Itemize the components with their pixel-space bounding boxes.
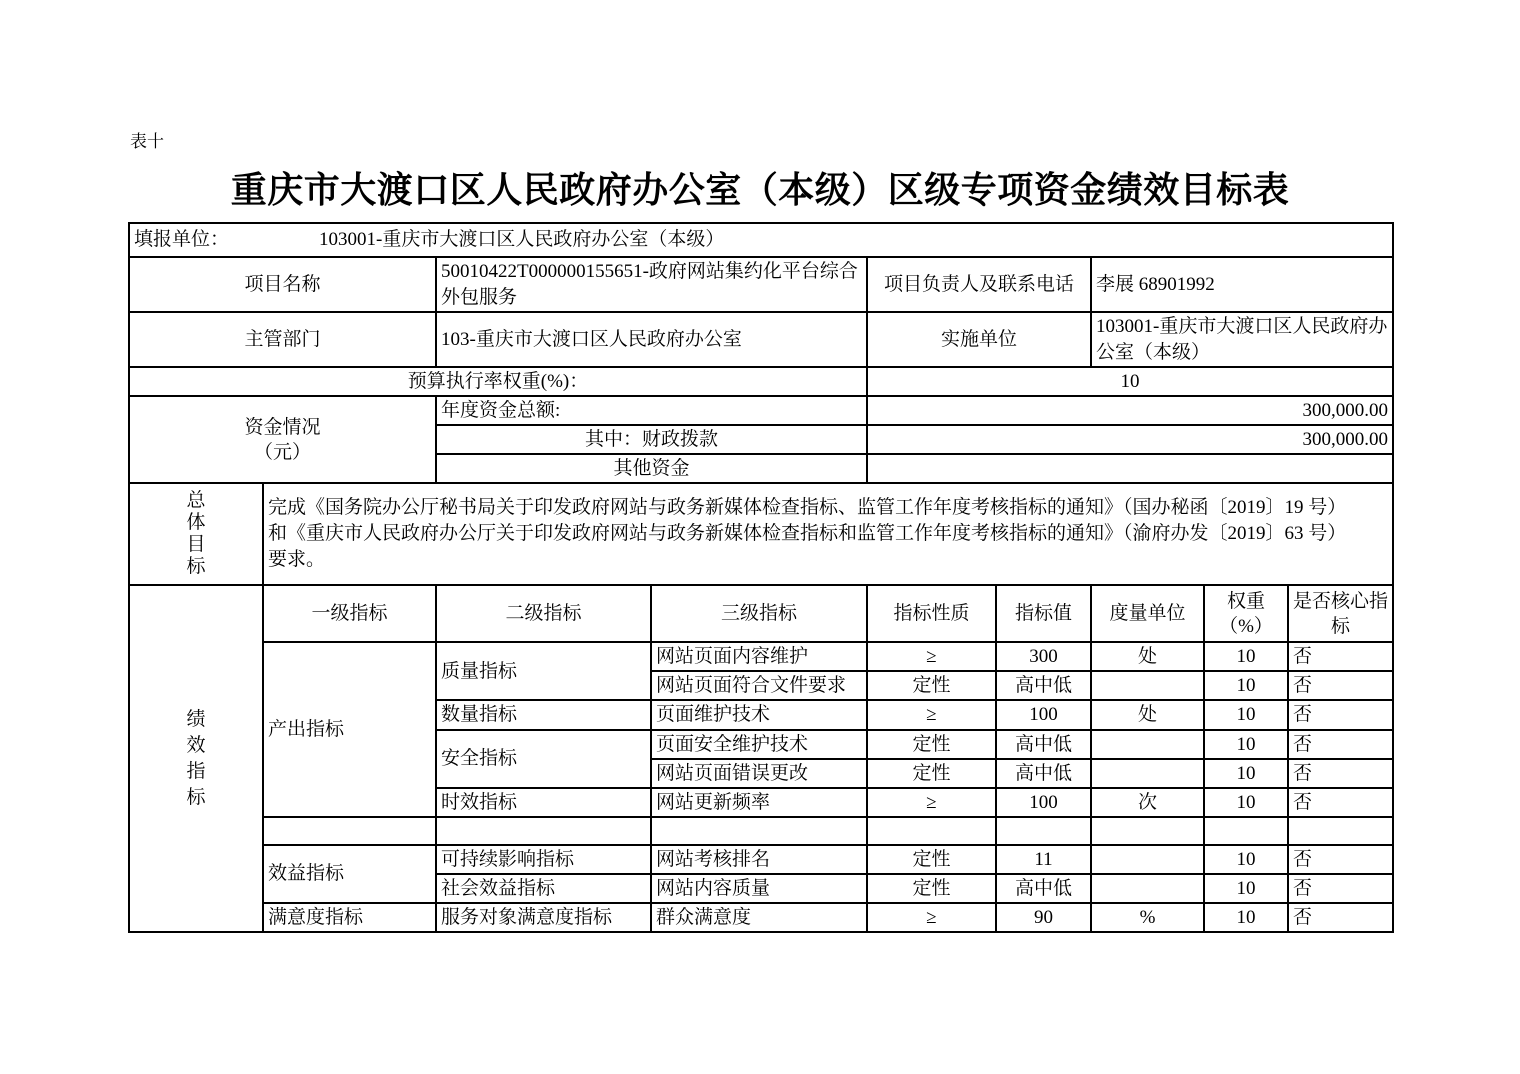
implementing-unit-value: 103001-重庆市大渡口区人民政府办公室（本级） [1091,312,1393,367]
department-label: 主管部门 [129,312,436,367]
funds-section-label [129,396,436,483]
overall-goal-label: 总体目标 [186,490,206,578]
indicator-core-cell: 否 [1288,903,1393,932]
performance-indicator-stub [129,585,263,932]
indicator-core-cell [1288,817,1393,845]
department-value: 103-重庆市大渡口区人民政府办公室 [436,312,867,367]
indicator-nature-cell: ≥ [867,903,996,932]
indicator-header-row [129,585,1393,642]
indicator-weight-cell: 10 [1204,845,1288,874]
indicator-value-cell: 高中低 [996,759,1091,788]
indicator-value-cell [996,817,1091,845]
indicator-level3-cell: 网站考核排名 [651,845,867,874]
indicator-core-cell: 否 [1288,700,1393,729]
indicator-level2-cell: 质量指标 [436,642,651,700]
overall-goal-stub [129,483,263,585]
indicator-level1-cell: 产出指标 [263,642,436,816]
indicator-unit-cell [1091,874,1204,903]
overall-goal-text-line: 要求。 [268,549,326,571]
funds-label-line1: 资金情况 [244,416,321,438]
indicator-level2-cell: 可持续影响指标 [436,845,651,874]
indicator-nature-cell: 定性 [867,845,996,874]
indicator-core-cell: 否 [1288,788,1393,817]
budget-weight-label: 预算执行率权重(%)： [129,367,867,396]
project-name-value: 50010422T000000155651-政府网站集约化平台综合外包服务 [436,257,867,312]
indicator-level3-cell: 页面维护技术 [651,700,867,729]
header-weight: 权重（%） [1204,585,1288,642]
reporting-unit-row [129,223,1393,257]
indicator-level3-cell: 网站页面内容维护 [651,642,867,671]
indicator-weight-cell: 10 [1204,671,1288,700]
indicator-unit-cell [1091,759,1204,788]
indicator-level3-cell: 网站内容质量 [651,874,867,903]
funds-label-line2: （元） [253,441,311,463]
indicator-nature-cell: 定性 [867,730,996,759]
indicator-unit-cell: 处 [1091,700,1204,729]
overall-goal-text [263,483,1393,585]
indicator-core-cell: 否 [1288,874,1393,903]
indicator-row [129,903,1393,932]
indicator-value-cell: 高中低 [996,730,1091,759]
indicator-level1-cell [263,817,436,845]
indicator-value-cell: 高中低 [996,874,1091,903]
indicator-level2-cell: 数量指标 [436,700,651,729]
header-level3: 三级指标 [651,585,867,642]
reporting-unit-value: 103001-重庆市大渡口区人民政府办公室（本级） [319,229,725,251]
table-number-label: 表十 [130,132,164,151]
project-name-row [129,257,1393,312]
other-funds-value [867,454,1393,483]
indicator-unit-cell [1091,730,1204,759]
indicator-value-cell: 300 [996,642,1091,671]
other-funds-label: 其他资金 [436,454,867,483]
indicator-value-cell: 100 [996,700,1091,729]
indicator-value-cell: 100 [996,788,1091,817]
indicator-level2-cell: 社会效益指标 [436,874,651,903]
indicator-level3-cell: 网站页面符合文件要求 [651,671,867,700]
performance-target-table [128,222,1394,933]
indicator-core-cell: 否 [1288,642,1393,671]
indicator-nature-cell [867,817,996,845]
indicator-unit-cell: 次 [1091,788,1204,817]
indicator-weight-cell: 10 [1204,700,1288,729]
indicator-value-cell: 高中低 [996,671,1091,700]
indicator-value-cell: 11 [996,845,1091,874]
indicator-level1-cell: 效益指标 [263,845,436,903]
indicator-nature-cell: ≥ [867,642,996,671]
indicator-weight-cell: 10 [1204,903,1288,932]
annual-total-value: 300,000.00 [867,396,1393,425]
project-leader-value: 李展 68901992 [1091,257,1393,312]
indicator-unit-cell [1091,845,1204,874]
indicator-weight-cell: 10 [1204,874,1288,903]
header-nature: 指标性质 [867,585,996,642]
indicator-weight-cell: 10 [1204,730,1288,759]
indicator-level2-cell: 安全指标 [436,730,651,788]
indicator-weight-cell: 10 [1204,788,1288,817]
indicator-nature-cell: 定性 [867,671,996,700]
document-title: 重庆市大渡口区人民政府办公室（本级）区级专项资金绩效目标表 [230,170,1290,210]
indicator-level2-cell: 时效指标 [436,788,651,817]
indicator-row [129,642,1393,671]
fiscal-funds-label: 其中：财政拨款 [436,425,867,454]
implementing-unit-label: 实施单位 [867,312,1091,367]
header-value: 指标值 [996,585,1091,642]
header-level1: 一级指标 [263,585,436,642]
indicator-level3-cell: 页面安全维护技术 [651,730,867,759]
overall-goal-row [129,483,1393,585]
header-unit: 度量单位 [1091,585,1204,642]
indicator-level3-cell: 群众满意度 [651,903,867,932]
indicator-unit-cell: 处 [1091,642,1204,671]
indicator-core-cell: 否 [1288,759,1393,788]
indicator-level3-cell: 网站页面错误更改 [651,759,867,788]
indicator-core-cell: 否 [1288,845,1393,874]
indicator-weight-cell: 10 [1204,642,1288,671]
header-level2: 二级指标 [436,585,651,642]
indicator-core-cell: 否 [1288,730,1393,759]
indicator-level1-cell: 满意度指标 [263,903,436,932]
reporting-unit-cell [129,223,1393,257]
annual-total-label: 年度资金总额: [436,396,867,425]
indicator-level2-cell: 服务对象满意度指标 [436,903,651,932]
header-core: 是否核心指标 [1288,585,1393,642]
indicator-unit-cell [1091,817,1204,845]
overall-goal-text-line: 完成《国务院办公厅秘书局关于印发政府网站与政务新媒体检查指标、监管工作年度考核指标的通知》（国办秘函〔2019〕19 号） [268,497,1347,519]
performance-indicator-label: 绩效指标 [186,708,206,808]
indicator-unit-cell: % [1091,903,1204,932]
project-leader-label: 项目负责人及联系电话 [867,257,1091,312]
budget-weight-row [129,367,1393,396]
indicator-weight-cell: 10 [1204,759,1288,788]
indicator-nature-cell: 定性 [867,874,996,903]
indicator-row-empty [129,817,1393,845]
department-row [129,312,1393,367]
indicator-unit-cell [1091,671,1204,700]
indicator-weight-cell [1204,817,1288,845]
indicator-row [129,845,1393,874]
indicator-core-cell: 否 [1288,671,1393,700]
annual-total-row [129,396,1393,425]
fiscal-funds-value: 300,000.00 [867,425,1393,454]
indicator-nature-cell: ≥ [867,788,996,817]
indicator-level2-cell [436,817,651,845]
reporting-unit-label: 填报单位： [134,229,230,251]
project-name-label: 项目名称 [129,257,436,312]
indicator-level3-cell: 网站更新频率 [651,788,867,817]
indicator-value-cell: 90 [996,903,1091,932]
indicator-nature-cell: ≥ [867,700,996,729]
indicator-level3-cell [651,817,867,845]
budget-weight-value: 10 [867,367,1393,396]
indicator-nature-cell: 定性 [867,759,996,788]
overall-goal-text-line: 和《重庆市人民政府办公厅关于印发政府网站与政务新媒体检查指标和监管工作年度考核指标的通知》（渝府办发〔2019〕63 号） [268,523,1347,545]
